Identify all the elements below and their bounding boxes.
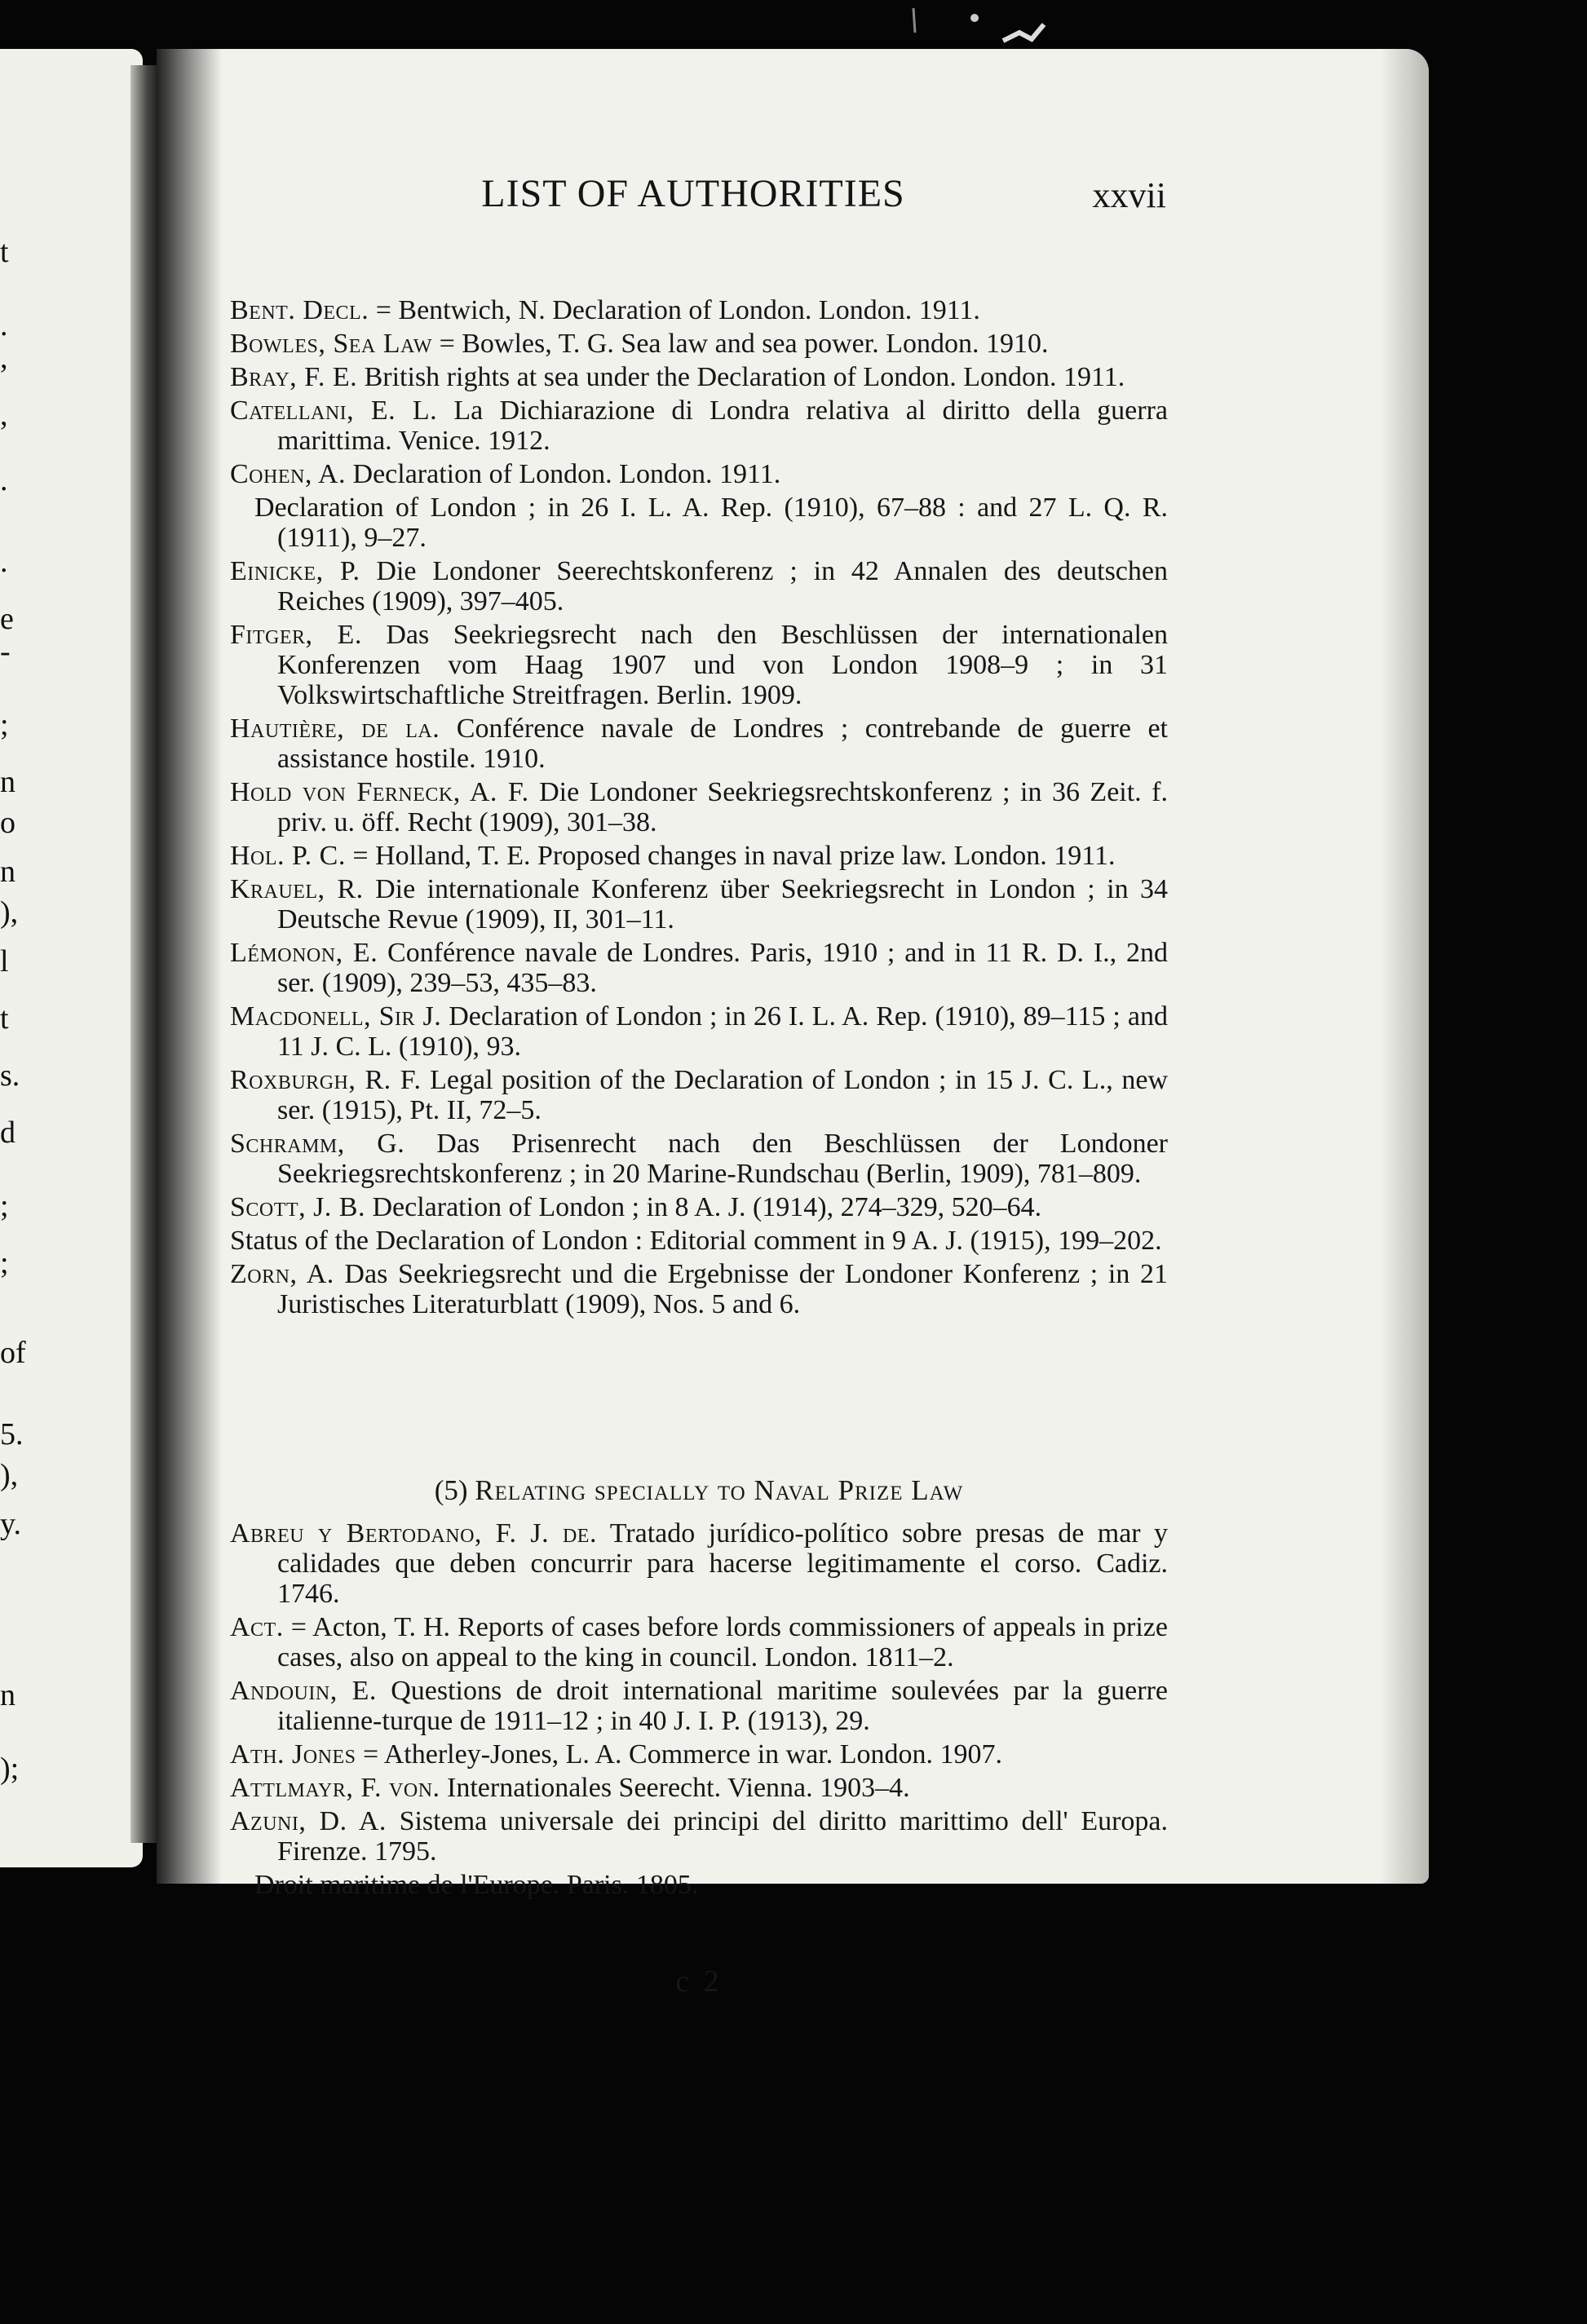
left-page-fragment: - xyxy=(0,634,11,669)
left-page-fragment: t xyxy=(0,235,9,269)
left-page-fragment: of xyxy=(0,1336,26,1370)
left-page-fragment: t xyxy=(0,1001,9,1036)
entry-author: Attlmayr, F. von. xyxy=(230,1773,440,1803)
entry-text: = Acton, T. H. Reports of cases before lords commissioners of appeals in prize cases, also on appeal to the king in council. London. 1811–2. xyxy=(277,1612,1168,1672)
entry-author: Act. xyxy=(230,1612,284,1642)
entry-text: Conférence navale de Londres. Paris, 1910 ; and in 11 R. D. I., 2nd ser. (1909), 239–53, 435–83. xyxy=(277,938,1168,998)
entry-author: Krauel, R. xyxy=(230,874,364,904)
left-page-fragment: . xyxy=(0,463,8,497)
entry-author: Bent. Decl. xyxy=(230,295,369,325)
left-page-fragment: n xyxy=(0,855,15,889)
entry-text: Tratado jurídico-político sobre presas de mar y calidades que deben concurrir para hacerse legitimamente el corso. Cadiz. 1746. xyxy=(277,1518,1168,1609)
left-page-fragment: . xyxy=(0,308,8,342)
bibliography-entry xyxy=(230,1612,1168,1672)
bibliography-entry xyxy=(230,1518,1168,1609)
entry-text: = Holland, T. E. Proposed changes in naval prize law. London. 1911. xyxy=(345,841,1116,871)
bibliography-list-naval-prize xyxy=(230,1518,1168,1903)
bibliography-entry xyxy=(230,620,1168,710)
entry-author: Hautière, de la. xyxy=(230,714,440,744)
bibliography-entry xyxy=(230,459,1168,489)
entry-author: Hold von Ferneck, A. F. xyxy=(230,777,529,807)
entry-text: Internationales Seerecht. Vienna. 1903–4. xyxy=(440,1773,910,1803)
bibliography-entry xyxy=(230,493,1168,553)
bibliography-entry xyxy=(230,1870,1168,1900)
section-heading xyxy=(230,1474,1168,1507)
entry-text: = Bentwich, N. Declaration of London. London. 1911. xyxy=(369,295,980,325)
bibliography-entry xyxy=(230,841,1168,871)
entry-text: Die internationale Konferenz über Seekriegsrecht in London ; in 34 Deutsche Revue (1909), II, 301–11. xyxy=(277,874,1168,934)
bibliography-entry xyxy=(230,556,1168,616)
entry-author: Hol. P. C. xyxy=(230,841,346,871)
entry-text: Conférence navale de Londres ; contrebande de guerre et assistance hostile. 1910. xyxy=(277,714,1168,774)
left-page-fragment: n xyxy=(0,1678,15,1712)
left-page-fragment: ; xyxy=(0,708,9,742)
section-title: Relating specially to Naval Prize Law xyxy=(475,1474,964,1506)
entry-author: Bowles, Sea Law xyxy=(230,329,433,359)
left-page-fragment: ); xyxy=(0,1752,20,1786)
bibliography-entry xyxy=(230,1773,1168,1803)
entry-text: Sistema universale dei principi del diritto marittimo dell' Europa. Firenze. 1795. xyxy=(277,1806,1168,1867)
entry-text: Declaration of London ; in 26 I. L. A. Rep. (1910), 89–115 ; and 11 J. C. L. (1910), 93. xyxy=(277,1001,1168,1062)
left-page-edge xyxy=(0,49,143,1867)
bibliography-entry xyxy=(230,329,1168,359)
entry-author: Cohen, A. xyxy=(230,459,347,489)
left-page-fragment: 5. xyxy=(0,1417,24,1451)
entry-text: Das Prisenrecht nach den Beschlüssen der Londoner Seekriegsrechtskonferenz ; in 20 Marine-Rundschau (Berlin, 1909), 781–809. xyxy=(277,1129,1168,1189)
left-page-fragment: . xyxy=(0,545,8,579)
entry-text: = Atherley-Jones, L. A. Commerce in war. London. 1907. xyxy=(356,1739,1002,1770)
bibliography-entry xyxy=(230,1129,1168,1189)
entry-author: Ath. Jones xyxy=(230,1739,356,1770)
entry-text: Das Seekriegsrecht und die Ergebnisse der Londoner Konferenz ; in 21 Juristisches Literaturblatt (1909), Nos. 5 and 6. xyxy=(277,1259,1168,1319)
entry-author: Lémonon, E. xyxy=(230,938,378,968)
left-page-fragment: ; xyxy=(0,1189,9,1223)
left-page-fragment: , xyxy=(0,398,8,432)
page-edge-shadow xyxy=(1380,49,1429,1884)
signature-mark: c 2 xyxy=(675,1964,723,1999)
section-number: (5) xyxy=(434,1474,475,1506)
bibliography-entry xyxy=(230,395,1168,456)
bibliography-entry xyxy=(230,295,1168,325)
entry-text: Questions de droit international maritime soulevées par la guerre italienne-turque de 1911–12 ; in 40 J. I. P. (1913), 29. xyxy=(277,1676,1168,1736)
left-page-fragment: e xyxy=(0,602,14,636)
entry-text: Das Seekriegsrecht nach den Beschlüssen der internationalen Konferenzen vom Haag 1907 und von London 1908–9 ; in 31 Volkswirtschaftliche Streitfragen. Berlin. 1909. xyxy=(277,620,1168,710)
bibliography-entry xyxy=(230,714,1168,774)
bibliography-entry xyxy=(230,1259,1168,1319)
entry-author: Macdonell, Sir J. xyxy=(230,1001,442,1032)
entry-author: Azuni, D. A. xyxy=(230,1806,387,1836)
left-page-fragment: ), xyxy=(0,1458,19,1492)
entry-text: Declaration of London ; in 26 I. L. A. Rep. (1910), 67–88 : and 27 L. Q. R. (1911), 9–27. xyxy=(254,493,1168,553)
bibliography-entry xyxy=(230,874,1168,934)
bibliography-entry xyxy=(230,1001,1168,1062)
entry-author: Scott, J. B. xyxy=(230,1192,365,1222)
left-page-fragment: o xyxy=(0,806,15,840)
left-page-fragment: ; xyxy=(0,1246,9,1280)
running-head xyxy=(326,171,1166,220)
entry-text: Status of the Declaration of London : Editorial comment in 9 A. J. (1915), 199–202. xyxy=(230,1226,1162,1256)
bibliography-entry xyxy=(230,1806,1168,1867)
bibliography-entry xyxy=(230,777,1168,837)
bibliography-entry xyxy=(230,1226,1168,1256)
entry-author: Fitger, E. xyxy=(230,620,362,650)
bibliography-list xyxy=(230,295,1168,1323)
entry-text: La Dichiarazione di Londra relativa al diritto della guerra marittima. Venice. 1912. xyxy=(277,395,1168,456)
entry-text: Declaration of London. London. 1911. xyxy=(346,459,781,489)
left-page-fragment: l xyxy=(0,944,9,979)
bibliography-entry xyxy=(230,1065,1168,1125)
left-page-fragment: ), xyxy=(0,895,19,930)
spine-shadow xyxy=(157,49,222,1884)
left-page-fragment: y. xyxy=(0,1507,22,1541)
entry-text: Die Londoner Seerechtskonferenz ; in 42 Annalen des deutschen Reiches (1909), 397–405. xyxy=(277,556,1168,616)
entry-text: Droit maritime de l'Europe. Paris. 1805. xyxy=(254,1870,699,1900)
left-page-text-fragments xyxy=(0,49,33,1867)
left-page-fragment: d xyxy=(0,1116,15,1150)
entry-author: Schramm, G. xyxy=(230,1129,405,1159)
page-title: LIST OF AUTHORITIES xyxy=(481,172,905,215)
entry-text: Die Londoner Seekriegsrechtskonferenz ; in 36 Zeit. f. priv. u. öff. Recht (1909), 301–38. xyxy=(277,777,1168,837)
left-page-fragment: s. xyxy=(0,1058,20,1093)
entry-text: Declaration of London ; in 8 A. J. (1914), 274–329, 520–64. xyxy=(365,1192,1042,1222)
entry-author: Andouin, E. xyxy=(230,1676,377,1706)
entry-author: Bray, F. E. xyxy=(230,362,358,392)
bibliography-entry xyxy=(230,1739,1168,1770)
entry-author: Abreu y Bertodano, F. J. de. xyxy=(230,1518,597,1549)
left-page-fragment: , xyxy=(0,341,8,375)
bibliography-entry xyxy=(230,362,1168,392)
entry-author: Einicke, P. xyxy=(230,556,360,586)
entry-text: = Bowles, T. G. Sea law and sea power. London. 1910. xyxy=(432,329,1049,359)
page-number: xxvii xyxy=(1092,175,1166,215)
bibliography-entry xyxy=(230,1192,1168,1222)
left-page-fragment: n xyxy=(0,765,15,799)
entry-text: British rights at sea under the Declaration of London. London. 1911. xyxy=(357,362,1125,392)
bibliography-entry xyxy=(230,938,1168,998)
bibliography-entry xyxy=(230,1676,1168,1736)
entry-author: Catellani, E. L. xyxy=(230,395,438,426)
entry-author: Roxburgh, R. F. xyxy=(230,1065,422,1095)
entry-text: Legal position of the Declaration of London ; in 15 J. C. L., new ser. (1915), Pt. II, 72–5. xyxy=(277,1065,1168,1125)
entry-author: Zorn, A. xyxy=(230,1259,334,1289)
